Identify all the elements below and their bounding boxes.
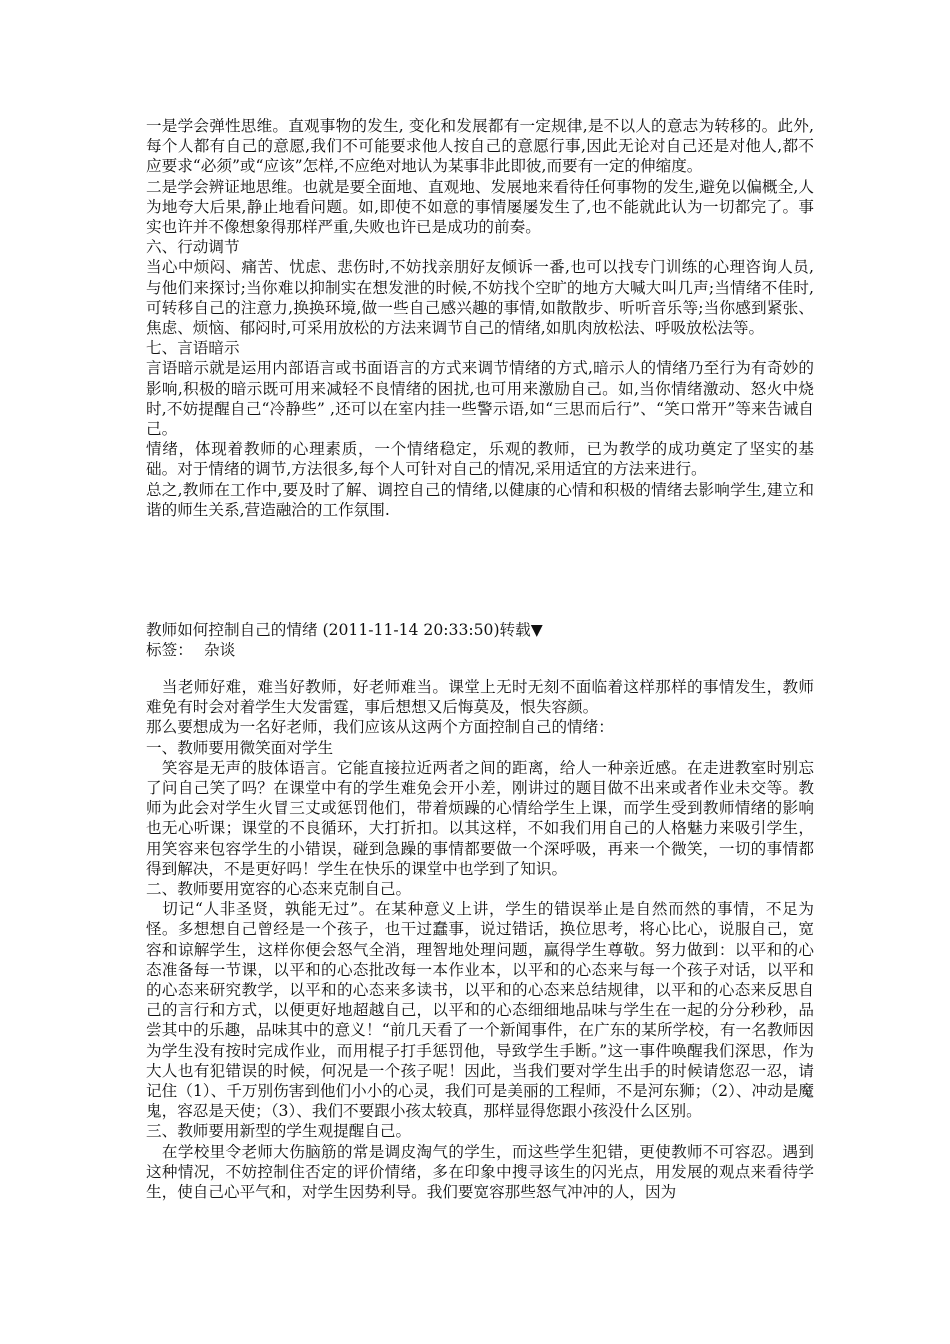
paragraph: 二是学会辨证地思维。也就是要全面地、直观地、发展地来看待任何事物的发生,避免以偏概全,人为地夸大后果,静止地看问题。如,即使不如意的事情屡屡发生了,也不能就此认为一切都完了。事实也许并不像想象得那样严重,失败也许已是成功的前奏。	[146, 177, 814, 237]
post-body	[146, 677, 814, 1202]
paragraph: 那么要想成为一名好老师，我们应该从这两个方面控制自己的情绪：	[146, 718, 614, 737]
paragraph: 笑容是无声的肢体语言。它能直接拉近两者之间的距离，给人一种亲近感。在走进教室时别忘了问自己笑了吗？在课堂中有的学生难免会开小差，刚讲过的题目做不出来或者作业未交等。教师为此会对学生火冒三丈或惩罚他们，带着烦躁的心情给学生上课，而学生受到教师情绪的影响也无心听课；课堂的不良循环，大打折扣。以其这样，不如我们用自己的人格魅力来吸引学生，用笑容来包容学生的小错误，碰到急躁的事情都要做一个深呼吸，再来一个微笑，一切的事情都得到解决，不是更好吗！学生在快乐的课堂中也学到了知识。	[146, 758, 814, 878]
section-heading: 三、教师要用新型的学生观提醒自己。	[146, 1122, 412, 1141]
paragraph: 一是学会弹性思维。直观事物的发生, 变化和发展都有一定规律,是不以人的意志为转移的。此外,每个人都有自己的意愿,我们不可能要求他人按自己的意愿行事,因此无论对自己还是对他人,都不应要求“必须”或“应该”怎样,不应绝对地认为某事非此即彼,而要有一定的伸缩度。	[146, 117, 814, 176]
section-heading: 七、言语暗示	[146, 339, 240, 358]
tag-label: 标签：	[146, 641, 193, 660]
post-title: 教师如何控制自己的情绪 (2011-11-14 20:33:50)转载▼	[146, 621, 543, 639]
paragraph: 总之,教师在工作中,要及时了解、调控自己的情绪,以健康的心情和积极的情绪去影响学生,建立和谐的师生关系,营造融洽的工作氛围.	[146, 480, 814, 519]
section-heading: 二、教师要用宽容的心态来克制自己。	[146, 880, 412, 899]
paragraph: 切记“人非圣贤，孰能无过”。在某种意义上讲，学生的错误举止是自然而然的事情，不足为怪。多想想自己曾经是一个孩子，也干过蠢事，说过错话，换位思考，将心比心，说服自己，宽容和谅解学生，这样你便会怒气全消，理智地处理问题，赢得学生尊敬。努力做到：以平和的心态准备每一节课，以平和的心态批改每一本作业本，以平和的心态来与每一个孩子对话，以平和的心态来研究教学，以平和的心态来多读书，以平和的心态来总结规律，以平和的心态来反思自己的言行和方式，以便更好地超越自己，以平和的心态细细地品味与学生在一起的分分秒秒，品尝其中的乐趣，品味其中的意义！“前几天看了一个新闻事件，在广东的某所学校，有一名教师因为学生没有按时完成作业，而用棍子打手惩罚他，导致学生手断。”这一事件唤醒我们深思，作为大人也有犯错误的时候，何况是一个孩子呢！因此，当我们要对学生出手的时候请您忍一忍，请记住（1）、千万别伤害到他们小小的心灵，我们可是美丽的工程师，不是河东狮；（2）、冲动是魔鬼，容忍是天使；（3）、我们不要跟小孩太较真，那样显得您跟小孩没什么区别。	[146, 900, 814, 1121]
emotion-regulation-text	[146, 116, 814, 520]
post-header	[146, 620, 814, 660]
tag-link[interactable]: 杂谈	[204, 641, 236, 660]
paragraph: 言语暗示就是运用内部语言或书面语言的方式来调节情绪的方式,暗示人的情绪乃至行为有奇妙的影响,积极的暗示既可用来减轻不良情绪的困扰,也可用来激励自己。如,当你情绪激动、怒火中烧时,不妨提醒自己“冷静些” ,还可以在室内挂一些警示语,如“三思而后行”、“笑口常开”等来告诫自己。	[146, 359, 814, 439]
paragraph: 当老师好难，难当好教师，好老师难当。课堂上无时无刻不面临着这样那样的事情发生，教师难免有时会对着学生大发雷霆，事后想想又后悔莫及，恨失容颜。	[146, 678, 814, 717]
section-heading: 六、行动调节	[146, 238, 240, 257]
paragraph: 在学校里令老师大伤脑筋的常是调皮淘气的学生，而这些学生犯错，更使教师不可容忍。遇到这种情况，不妨控制住否定的评价情绪，多在印象中搜寻该生的闪光点，用发展的观点来看待学生，使自己心平气和，对学生因势利导。我们要宽容那些怒气冲冲的人，因为	[146, 1142, 814, 1202]
section-heading: 一、教师要用微笑面对学生	[146, 738, 334, 757]
paragraph: 情绪，体现着教师的心理素质，一个情绪稳定，乐观的教师，已为教学的成功奠定了坚实的基础。对于情绪的调节,方法很多,每个人可针对自己的情况,采用适宜的方法来进行。	[146, 440, 814, 479]
paragraph: 当心中烦闷、痛苦、忧虑、悲伤时,不妨找亲朋好友倾诉一番,也可以找专门训练的心理咨询人员,与他们来探讨;当你难以抑制实在想发泄的时候,不妨找个空旷的地方大喊大叫几声;当情绪不佳时,可转移自己的注意力,换换环境,做一些自己感兴趣的事情,如散散步、听听音乐等;当你感到紧张、焦虑、烦恼、郁闷时,可采用放松的方法来调节自己的情绪,如肌肉放松法、呼吸放松法等。	[146, 258, 814, 338]
post-tags	[146, 640, 814, 660]
